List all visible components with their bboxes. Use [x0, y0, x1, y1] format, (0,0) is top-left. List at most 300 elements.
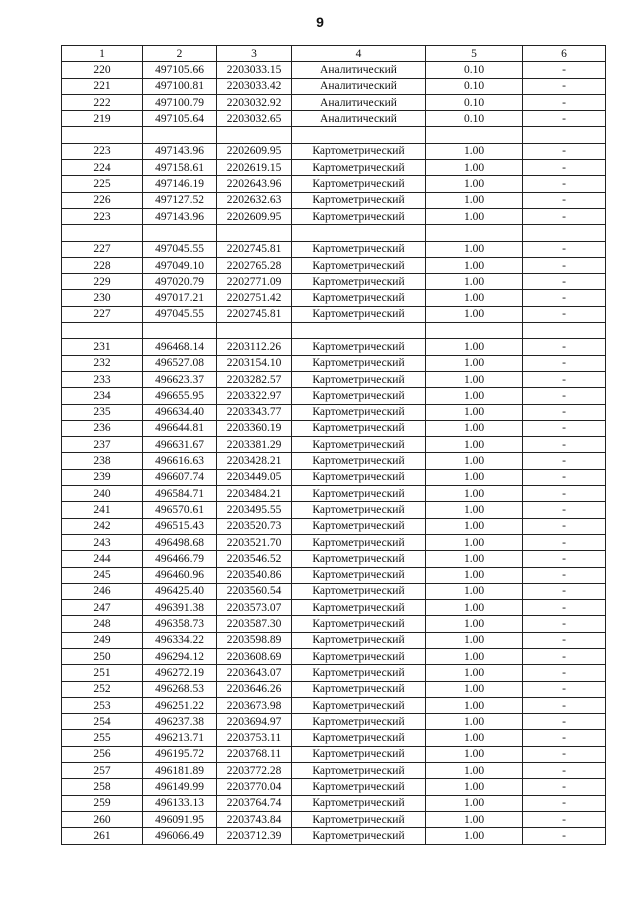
table-cell: - [523, 795, 606, 811]
table-cell: - [523, 681, 606, 697]
table-cell: Картометрический [292, 339, 426, 355]
table-row [62, 225, 606, 241]
table-cell: 238 [62, 453, 143, 469]
table-cell: 1.00 [426, 290, 523, 306]
table-cell: 2203484.21 [217, 486, 292, 502]
table-cell: 1.00 [426, 160, 523, 176]
table-row [62, 453, 606, 469]
table-cell: Картометрический [292, 469, 426, 485]
table-cell: 497045.55 [143, 306, 217, 322]
column-header: 5 [426, 46, 523, 62]
table-cell: Картометрический [292, 306, 426, 322]
table-cell: - [523, 534, 606, 550]
table-cell: 1.00 [426, 730, 523, 746]
table-cell: 2203033.42 [217, 78, 292, 94]
table-row [62, 62, 606, 78]
table-cell [62, 225, 143, 241]
table-cell: 1.00 [426, 697, 523, 713]
table-cell: 496251.22 [143, 697, 217, 713]
page-number: 9 [316, 14, 324, 30]
table-row [62, 486, 606, 502]
table-cell: Картометрический [292, 355, 426, 371]
table-cell: - [523, 306, 606, 322]
table-cell: 220 [62, 62, 143, 78]
table-cell: 259 [62, 795, 143, 811]
table-row [62, 811, 606, 827]
table-cell: - [523, 62, 606, 78]
table-row [62, 795, 606, 811]
table-cell: - [523, 730, 606, 746]
table-cell: 1.00 [426, 355, 523, 371]
table-cell: 2203598.89 [217, 632, 292, 648]
table-row [62, 78, 606, 94]
table-cell: - [523, 763, 606, 779]
table-cell: 2202609.95 [217, 208, 292, 224]
table-cell: - [523, 665, 606, 681]
table-cell: - [523, 469, 606, 485]
table-cell: - [523, 241, 606, 257]
table-cell: - [523, 518, 606, 534]
table-cell [143, 225, 217, 241]
table-cell: 497105.64 [143, 111, 217, 127]
table-cell: 235 [62, 404, 143, 420]
table-row [62, 648, 606, 664]
table-cell: 2203546.52 [217, 551, 292, 567]
table-cell: Картометрический [292, 665, 426, 681]
table-row [62, 616, 606, 632]
table-cell: 230 [62, 290, 143, 306]
table-cell: 240 [62, 486, 143, 502]
table-cell: - [523, 583, 606, 599]
table-cell: 2202751.42 [217, 290, 292, 306]
table-cell: - [523, 371, 606, 387]
table-cell: 2203282.57 [217, 371, 292, 387]
table-cell: 497105.66 [143, 62, 217, 78]
table-cell: 1.00 [426, 632, 523, 648]
table-cell: 219 [62, 111, 143, 127]
table-cell: 497020.79 [143, 274, 217, 290]
table-cell: 1.00 [426, 534, 523, 550]
table-cell: Картометрический [292, 176, 426, 192]
table-cell: - [523, 388, 606, 404]
table-cell: 223 [62, 143, 143, 159]
table-cell: - [523, 176, 606, 192]
table-cell: 2203608.69 [217, 648, 292, 664]
table-row [62, 779, 606, 795]
table-cell: Картометрический [292, 616, 426, 632]
table-cell: 0.10 [426, 78, 523, 94]
table-cell: 237 [62, 437, 143, 453]
table-cell: 2203343.77 [217, 404, 292, 420]
table-cell: 2203573.07 [217, 600, 292, 616]
table-cell: Картометрический [292, 779, 426, 795]
table-cell: 2203449.05 [217, 469, 292, 485]
table-row [62, 697, 606, 713]
table-row [62, 437, 606, 453]
table-cell: Картометрический [292, 404, 426, 420]
table-cell: 1.00 [426, 404, 523, 420]
table-cell: 254 [62, 714, 143, 730]
table-cell [143, 127, 217, 143]
column-header: 1 [62, 46, 143, 62]
table-cell: 1.00 [426, 583, 523, 599]
table-cell: 496133.13 [143, 795, 217, 811]
table-cell: 1.00 [426, 763, 523, 779]
table-cell: 225 [62, 176, 143, 192]
table-cell: 496466.79 [143, 551, 217, 567]
table-cell: - [523, 78, 606, 94]
table-cell: 496294.12 [143, 648, 217, 664]
table-cell: 1.00 [426, 306, 523, 322]
table-cell: 1.00 [426, 795, 523, 811]
table-cell: 496631.67 [143, 437, 217, 453]
table-cell: - [523, 811, 606, 827]
table-cell: 261 [62, 828, 143, 844]
table-cell: 1.00 [426, 437, 523, 453]
table-row [62, 681, 606, 697]
table-cell: 1.00 [426, 192, 523, 208]
table-cell: 2203770.04 [217, 779, 292, 795]
table-cell [426, 323, 523, 339]
table-cell: 2202745.81 [217, 241, 292, 257]
table-cell: 2203495.55 [217, 502, 292, 518]
table-cell: 2202632.63 [217, 192, 292, 208]
table-cell: 250 [62, 648, 143, 664]
table-cell: - [523, 290, 606, 306]
table-cell: 227 [62, 241, 143, 257]
table-cell: 256 [62, 746, 143, 762]
table-cell: 2203032.92 [217, 94, 292, 110]
table-cell: Картометрический [292, 600, 426, 616]
table-cell [523, 127, 606, 143]
table-cell: 1.00 [426, 648, 523, 664]
table-cell: 0.10 [426, 111, 523, 127]
table-cell: 496091.95 [143, 811, 217, 827]
table-row [62, 192, 606, 208]
table-cell: - [523, 257, 606, 273]
table-cell: Картометрический [292, 143, 426, 159]
table-cell: Картометрический [292, 648, 426, 664]
table-cell: 1.00 [426, 518, 523, 534]
table-cell: - [523, 339, 606, 355]
table-cell: Картометрический [292, 257, 426, 273]
table-cell: Картометрический [292, 192, 426, 208]
table-cell: 1.00 [426, 371, 523, 387]
table-cell: 2203743.84 [217, 811, 292, 827]
table-cell: - [523, 143, 606, 159]
table-cell: 2203712.39 [217, 828, 292, 844]
table-cell: - [523, 616, 606, 632]
table-cell: 234 [62, 388, 143, 404]
table-cell: 496527.08 [143, 355, 217, 371]
table-cell: 2202643.96 [217, 176, 292, 192]
table-cell: - [523, 714, 606, 730]
table-cell: Картометрический [292, 241, 426, 257]
table-cell: 497100.79 [143, 94, 217, 110]
table-cell: 2203428.21 [217, 453, 292, 469]
table-cell: 2203587.30 [217, 616, 292, 632]
table-cell: 1.00 [426, 208, 523, 224]
table-cell: Картометрический [292, 420, 426, 436]
table-cell: 497158.61 [143, 160, 217, 176]
table-row [62, 404, 606, 420]
table-cell [217, 127, 292, 143]
table-cell: 226 [62, 192, 143, 208]
table-cell: 236 [62, 420, 143, 436]
table-cell: 221 [62, 78, 143, 94]
table-row [62, 746, 606, 762]
table-cell: 2203646.26 [217, 681, 292, 697]
table-cell: 2203768.11 [217, 746, 292, 762]
column-header: 2 [143, 46, 217, 62]
table-cell: Картометрический [292, 730, 426, 746]
table-cell: 251 [62, 665, 143, 681]
table-cell [292, 127, 426, 143]
table-cell: 2202609.95 [217, 143, 292, 159]
table-row [62, 160, 606, 176]
table-cell: 496272.19 [143, 665, 217, 681]
table-cell: 1.00 [426, 616, 523, 632]
table-cell: - [523, 600, 606, 616]
table-row [62, 567, 606, 583]
table-cell: - [523, 94, 606, 110]
table-row [62, 388, 606, 404]
table-body [62, 62, 606, 844]
table-cell: - [523, 192, 606, 208]
table-row [62, 127, 606, 143]
table-cell: 496268.53 [143, 681, 217, 697]
table-cell [523, 323, 606, 339]
table-cell: Картометрический [292, 828, 426, 844]
table-cell: 224 [62, 160, 143, 176]
table-cell: Картометрический [292, 208, 426, 224]
table-row [62, 632, 606, 648]
table-cell: Картометрический [292, 160, 426, 176]
table-row [62, 306, 606, 322]
table-cell: 496468.14 [143, 339, 217, 355]
table-cell: 253 [62, 697, 143, 713]
table-row [62, 290, 606, 306]
table-cell: Картометрический [292, 551, 426, 567]
table-cell: 246 [62, 583, 143, 599]
table-cell: 1.00 [426, 339, 523, 355]
table-cell: 1.00 [426, 420, 523, 436]
table-cell: 496425.40 [143, 583, 217, 599]
column-header: 6 [523, 46, 606, 62]
table-cell: - [523, 567, 606, 583]
table-cell: Картометрический [292, 681, 426, 697]
table-cell: 496498.68 [143, 534, 217, 550]
table-cell: 243 [62, 534, 143, 550]
table-cell: 2203694.97 [217, 714, 292, 730]
table-cell: 496634.40 [143, 404, 217, 420]
table-cell: - [523, 111, 606, 127]
table-cell: 242 [62, 518, 143, 534]
table-cell: 1.00 [426, 551, 523, 567]
table-cell: 1.00 [426, 665, 523, 681]
table-cell: Аналитический [292, 111, 426, 127]
table-row [62, 600, 606, 616]
table-row [62, 730, 606, 746]
table-cell: 497127.52 [143, 192, 217, 208]
table-cell: 252 [62, 681, 143, 697]
table-cell [292, 323, 426, 339]
table-cell: 496066.49 [143, 828, 217, 844]
column-header: 4 [292, 46, 426, 62]
table-cell: 239 [62, 469, 143, 485]
table-cell: 2203753.11 [217, 730, 292, 746]
table-row [62, 274, 606, 290]
table-row [62, 339, 606, 355]
table-cell: 497146.19 [143, 176, 217, 192]
table-cell: 2202745.81 [217, 306, 292, 322]
table-cell: 257 [62, 763, 143, 779]
table-cell: 2203520.73 [217, 518, 292, 534]
table-cell: - [523, 274, 606, 290]
table-cell: - [523, 828, 606, 844]
table-cell: - [523, 355, 606, 371]
table-cell: 229 [62, 274, 143, 290]
table-cell: Картометрический [292, 697, 426, 713]
table-cell: 1.00 [426, 486, 523, 502]
table-cell [143, 323, 217, 339]
table-cell: - [523, 420, 606, 436]
table-cell [217, 225, 292, 241]
table-cell: - [523, 486, 606, 502]
table-cell: - [523, 779, 606, 795]
table-cell: Аналитический [292, 78, 426, 94]
table-cell: Картометрический [292, 714, 426, 730]
table-row [62, 469, 606, 485]
table-cell: 497045.55 [143, 241, 217, 257]
table-cell: 1.00 [426, 453, 523, 469]
table-cell: 496358.73 [143, 616, 217, 632]
table-cell: 2203772.28 [217, 763, 292, 779]
table-cell: 1.00 [426, 143, 523, 159]
table-cell: Картометрический [292, 274, 426, 290]
table-cell: 245 [62, 567, 143, 583]
table-cell: Картометрический [292, 795, 426, 811]
table-cell: 497017.21 [143, 290, 217, 306]
table-cell: Картометрический [292, 502, 426, 518]
table-cell: 496570.61 [143, 502, 217, 518]
table-row [62, 371, 606, 387]
table-cell: 497100.81 [143, 78, 217, 94]
table-cell: 248 [62, 616, 143, 632]
table-cell: 255 [62, 730, 143, 746]
table-cell: 1.00 [426, 388, 523, 404]
table-cell: 2203643.07 [217, 665, 292, 681]
table-cell: Картометрический [292, 290, 426, 306]
table-row [62, 583, 606, 599]
table-cell: 1.00 [426, 176, 523, 192]
table-cell: 1.00 [426, 811, 523, 827]
table-cell: 2202619.15 [217, 160, 292, 176]
table-cell: Картометрический [292, 534, 426, 550]
table-cell: Картометрический [292, 632, 426, 648]
table-cell: 496181.89 [143, 763, 217, 779]
table-cell: 497143.96 [143, 143, 217, 159]
table-cell: Картометрический [292, 388, 426, 404]
table-row [62, 176, 606, 192]
table-cell: 1.00 [426, 600, 523, 616]
table-cell: 2203560.54 [217, 583, 292, 599]
table-cell: Картометрический [292, 486, 426, 502]
table-row [62, 420, 606, 436]
table-cell: 2202771.09 [217, 274, 292, 290]
table-cell: 496391.38 [143, 600, 217, 616]
table-row [62, 551, 606, 567]
table-row [62, 534, 606, 550]
table-cell: 222 [62, 94, 143, 110]
table-cell: 1.00 [426, 779, 523, 795]
table-cell: 2203521.70 [217, 534, 292, 550]
table-cell: 496515.43 [143, 518, 217, 534]
table-cell: - [523, 453, 606, 469]
table-cell: Картометрический [292, 567, 426, 583]
table-cell: 2203381.29 [217, 437, 292, 453]
table-cell: 1.00 [426, 746, 523, 762]
table-cell: 247 [62, 600, 143, 616]
table-cell: - [523, 632, 606, 648]
table-cell: - [523, 437, 606, 453]
table-cell: 0.10 [426, 94, 523, 110]
table-cell: 496655.95 [143, 388, 217, 404]
table-row [62, 241, 606, 257]
table-cell: 1.00 [426, 257, 523, 273]
table-cell: 2203673.98 [217, 697, 292, 713]
table-cell: 2203360.19 [217, 420, 292, 436]
table-row [62, 143, 606, 159]
table-cell: 2203764.74 [217, 795, 292, 811]
table-cell: 1.00 [426, 241, 523, 257]
table-cell: 1.00 [426, 567, 523, 583]
table-cell: Картометрический [292, 437, 426, 453]
table-cell [426, 127, 523, 143]
table-row [62, 502, 606, 518]
table-cell: - [523, 746, 606, 762]
table-cell: Картометрический [292, 371, 426, 387]
table-cell: 497049.10 [143, 257, 217, 273]
table-cell: Аналитический [292, 62, 426, 78]
table-row [62, 323, 606, 339]
table-cell: 227 [62, 306, 143, 322]
table-cell: Картометрический [292, 746, 426, 762]
table-cell: - [523, 648, 606, 664]
table-cell: 232 [62, 355, 143, 371]
table-cell [523, 225, 606, 241]
table-cell: - [523, 697, 606, 713]
table-row [62, 828, 606, 844]
table-cell: 496334.22 [143, 632, 217, 648]
table-cell: 1.00 [426, 502, 523, 518]
table-cell: 244 [62, 551, 143, 567]
table-cell [62, 127, 143, 143]
table-cell [62, 323, 143, 339]
table-cell: 258 [62, 779, 143, 795]
table-cell: 2203032.65 [217, 111, 292, 127]
table-cell: 2203112.26 [217, 339, 292, 355]
table-cell: Картометрический [292, 453, 426, 469]
table-cell: 2203322.97 [217, 388, 292, 404]
table-cell: 496623.37 [143, 371, 217, 387]
table-cell: - [523, 404, 606, 420]
table-cell: - [523, 208, 606, 224]
table-cell: Картометрический [292, 518, 426, 534]
table-row [62, 714, 606, 730]
table-cell: 1.00 [426, 681, 523, 697]
table-cell [426, 225, 523, 241]
